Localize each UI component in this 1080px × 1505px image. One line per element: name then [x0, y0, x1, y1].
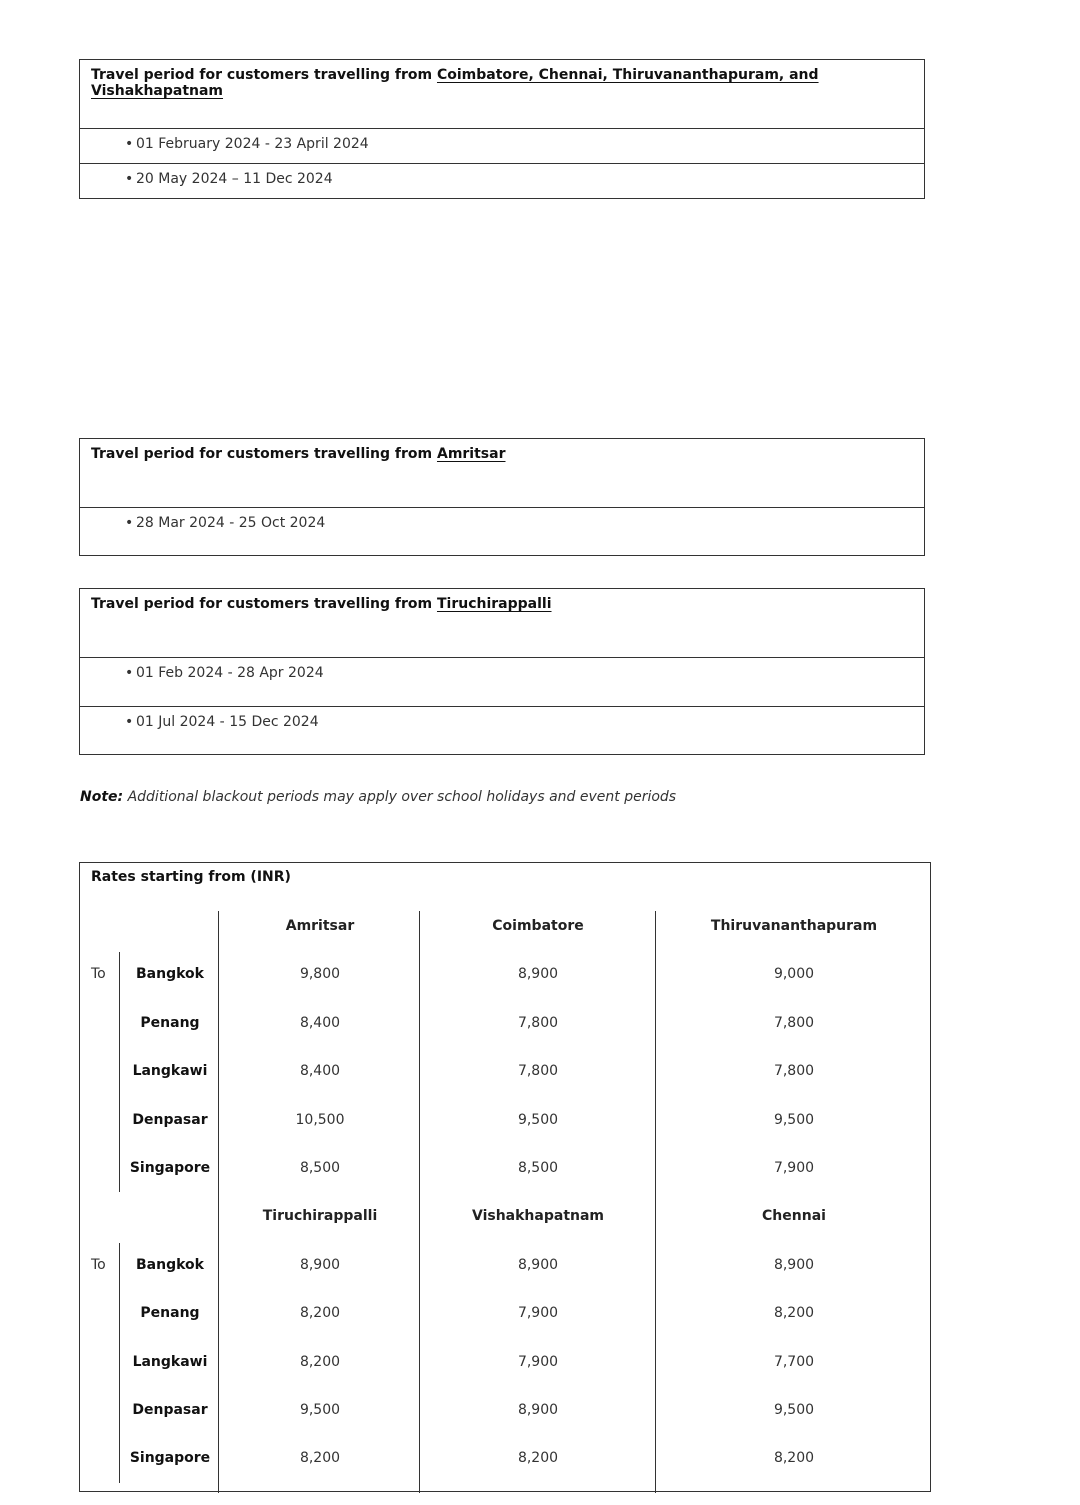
- rate-value: 8,900: [773, 1256, 815, 1273]
- rate-value: 9,500: [773, 1111, 815, 1128]
- heading-locations: Coimbatore, Chennai, Thiruvananthapuram, and Vishakhapatnam: [91, 67, 819, 99]
- rate-value: 7,800: [517, 1063, 559, 1080]
- heading-prefix: Travel period for customers travelling from: [91, 446, 437, 462]
- rate-value: 7,800: [773, 1063, 815, 1080]
- rate-value: 8,500: [299, 1160, 341, 1176]
- rates-title: Rates starting from (INR): [91, 869, 291, 885]
- destination-name: Langkawi: [132, 1353, 208, 1370]
- rate-value: 7,800: [517, 1014, 559, 1031]
- period-text: 20 May 2024 – 11 Dec 2024: [136, 171, 333, 187]
- column-divider: [655, 911, 656, 1493]
- period-text: 28 Mar 2024 - 25 Oct 2024: [136, 515, 326, 531]
- rate-value: 8,400: [299, 1063, 341, 1080]
- period-item: [80, 164, 924, 198]
- rate-value: 7,900: [517, 1353, 559, 1370]
- note-label: Note:: [80, 789, 124, 805]
- bullet-icon: •: [125, 665, 134, 681]
- bullet-icon: •: [125, 515, 134, 531]
- rate-value: 8,200: [773, 1305, 815, 1322]
- rate-value: 8,900: [517, 966, 559, 983]
- to-label: To: [91, 1256, 106, 1273]
- rate-value: 8,200: [299, 1450, 341, 1467]
- rate-value: 7,900: [517, 1305, 559, 1322]
- rate-value: 9,000: [773, 966, 815, 983]
- travel-period-box-1: [79, 59, 925, 199]
- destination-name: Bangkok: [136, 966, 204, 983]
- travel-period-box-2: [79, 438, 925, 556]
- rate-value: 9,500: [773, 1402, 815, 1418]
- destination-name: Singapore: [129, 1450, 211, 1467]
- rate-value: 7,700: [773, 1353, 815, 1370]
- rate-value: 8,500: [517, 1160, 559, 1176]
- period-text: 01 February 2024 - 23 April 2024: [136, 136, 369, 152]
- heading-prefix: Travel period for customers travelling from: [91, 67, 437, 83]
- travel-period-heading: [80, 60, 924, 129]
- period-item: [80, 129, 924, 164]
- heading-locations: Tiruchirappalli: [436, 596, 552, 612]
- origin-header: Thiruvananthapuram: [710, 918, 878, 934]
- rate-value: 9,800: [299, 966, 341, 983]
- rate-value: 8,200: [299, 1305, 341, 1322]
- period-text: 01 Feb 2024 - 28 Apr 2024: [136, 665, 324, 681]
- destination-name: Denpasar: [132, 1402, 208, 1418]
- rate-value: 8,200: [773, 1450, 815, 1467]
- destination-name: Penang: [140, 1014, 200, 1031]
- rate-value: 9,500: [299, 1402, 341, 1418]
- destination-name: Denpasar: [132, 1111, 208, 1128]
- rate-value: 8,900: [517, 1256, 559, 1273]
- rates-table: [79, 862, 931, 1492]
- rate-value: 8,200: [517, 1450, 559, 1467]
- to-column-divider: [119, 1243, 120, 1483]
- destination-name: Bangkok: [136, 1256, 204, 1273]
- rate-value: 10,500: [295, 1111, 345, 1128]
- origin-header: Amritsar: [285, 918, 355, 934]
- to-column-divider: [119, 952, 120, 1192]
- rate-value: 7,800: [773, 1014, 815, 1031]
- heading-prefix: Travel period for customers travelling from: [91, 596, 437, 612]
- period-item: [80, 707, 924, 754]
- bullet-icon: •: [125, 136, 134, 152]
- blackout-note: [80, 789, 676, 805]
- rate-value: 7,900: [773, 1160, 815, 1176]
- bullet-icon: •: [125, 171, 134, 187]
- rate-value: 9,500: [517, 1111, 559, 1128]
- to-label: To: [91, 966, 106, 983]
- rate-value: 8,900: [299, 1256, 341, 1273]
- origin-header: Coimbatore: [492, 918, 584, 934]
- travel-period-heading: [80, 589, 924, 658]
- heading-locations: Amritsar: [436, 446, 506, 462]
- period-text: 01 Jul 2024 - 15 Dec 2024: [136, 714, 319, 730]
- travel-period-box-3: [79, 588, 925, 755]
- travel-period-heading: [80, 439, 924, 508]
- bullet-icon: •: [125, 714, 134, 730]
- period-item: [80, 658, 924, 707]
- origin-header: Vishakhapatnam: [471, 1208, 605, 1225]
- destination-name: Singapore: [129, 1160, 211, 1176]
- origin-header: Chennai: [762, 1208, 826, 1225]
- origin-header: Tiruchirappalli: [262, 1208, 378, 1225]
- rate-value: 8,400: [299, 1014, 341, 1031]
- destination-name: Langkawi: [132, 1063, 208, 1080]
- rate-value: 8,900: [517, 1402, 559, 1418]
- rate-value: 8,200: [299, 1353, 341, 1370]
- period-item: [80, 508, 924, 555]
- note-text: Additional blackout periods may apply over school holidays and event periods: [123, 789, 677, 805]
- destination-name: Penang: [140, 1305, 200, 1322]
